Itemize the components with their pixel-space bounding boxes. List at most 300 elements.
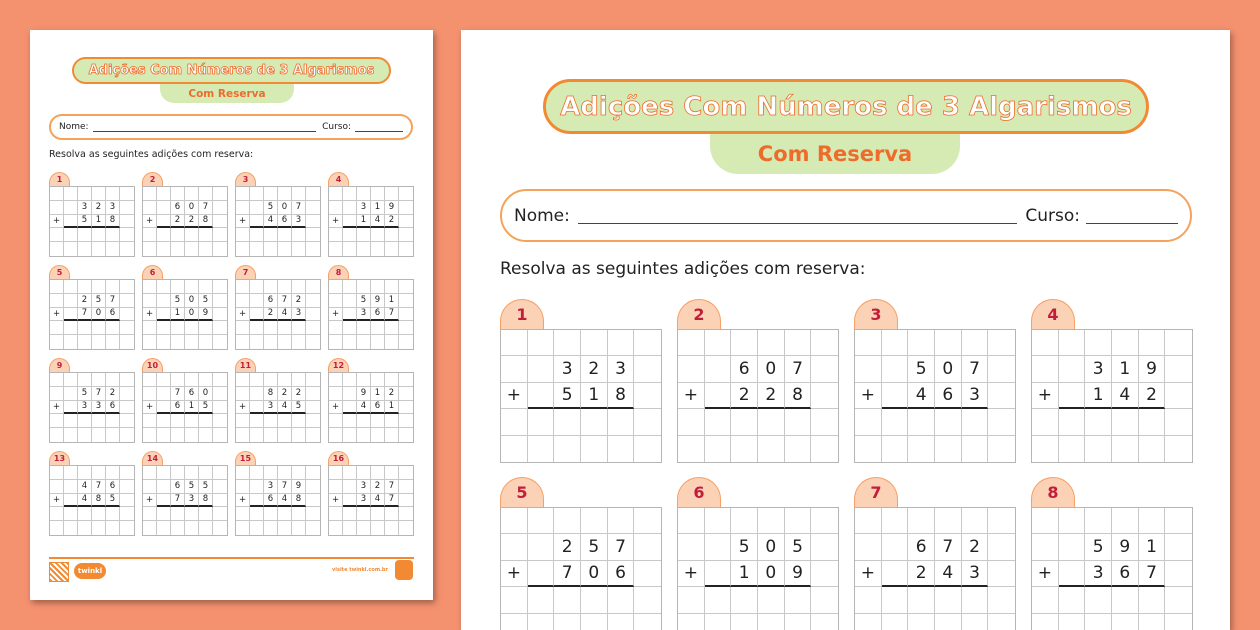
grid-cell[interactable] xyxy=(199,521,213,535)
grid-cell[interactable] xyxy=(908,587,935,613)
grid-cell[interactable] xyxy=(236,280,250,294)
grid-cell[interactable] xyxy=(78,507,92,521)
grid-cell[interactable] xyxy=(92,228,106,242)
grid-cell[interactable] xyxy=(64,466,78,480)
grid-cell[interactable] xyxy=(143,335,157,349)
grid-cell[interactable] xyxy=(962,409,989,435)
grid-cell[interactable] xyxy=(143,201,157,215)
grid-cell[interactable] xyxy=(1112,508,1139,534)
grid-cell[interactable] xyxy=(278,414,292,428)
grid-cell[interactable] xyxy=(120,321,134,335)
grid-cell[interactable] xyxy=(371,242,385,256)
grid-cell[interactable] xyxy=(1032,436,1059,462)
grid-cell[interactable] xyxy=(399,308,413,322)
grid-cell[interactable] xyxy=(329,242,343,256)
grid-cell[interactable] xyxy=(106,242,120,256)
grid-cell[interactable] xyxy=(292,373,306,387)
grid-cell[interactable] xyxy=(292,428,306,442)
grid-cell[interactable] xyxy=(236,201,250,215)
grid-cell[interactable] xyxy=(64,494,78,508)
grid-cell[interactable] xyxy=(329,428,343,442)
grid-cell[interactable] xyxy=(1085,587,1112,613)
grid-cell[interactable] xyxy=(399,428,413,442)
grid-cell[interactable] xyxy=(264,466,278,480)
grid-cell[interactable] xyxy=(250,401,264,415)
grid-cell[interactable] xyxy=(758,614,785,630)
grid-cell[interactable] xyxy=(306,308,320,322)
grid-cell[interactable] xyxy=(811,436,838,462)
grid-cell[interactable] xyxy=(882,534,909,560)
grid-cell[interactable] xyxy=(357,428,371,442)
grid-cell[interactable] xyxy=(371,521,385,535)
grid-cell[interactable] xyxy=(357,373,371,387)
grid-cell[interactable] xyxy=(236,321,250,335)
grid-cell[interactable] xyxy=(528,534,555,560)
grid-cell[interactable] xyxy=(50,521,64,535)
grid-cell[interactable] xyxy=(64,215,78,229)
grid-cell[interactable] xyxy=(264,242,278,256)
grid-cell[interactable] xyxy=(705,534,732,560)
grid-cell[interactable] xyxy=(329,187,343,201)
grid-cell[interactable] xyxy=(634,587,661,613)
grid-cell[interactable] xyxy=(250,280,264,294)
grid-cell[interactable] xyxy=(385,414,399,428)
grid-cell[interactable] xyxy=(1085,330,1112,356)
grid-cell[interactable] xyxy=(608,436,635,462)
grid-cell[interactable] xyxy=(143,507,157,521)
grid-cell[interactable] xyxy=(811,356,838,382)
grid-cell[interactable] xyxy=(250,321,264,335)
grid-cell[interactable] xyxy=(399,335,413,349)
grid-cell[interactable] xyxy=(371,321,385,335)
grid-cell[interactable] xyxy=(264,335,278,349)
grid-cell[interactable] xyxy=(92,521,106,535)
grid-cell[interactable] xyxy=(329,335,343,349)
grid-cell[interactable] xyxy=(935,508,962,534)
grid-cell[interactable] xyxy=(157,201,171,215)
grid-cell[interactable] xyxy=(171,428,185,442)
grid-cell[interactable] xyxy=(306,401,320,415)
grid-cell[interactable] xyxy=(250,387,264,401)
grid-cell[interactable] xyxy=(250,494,264,508)
name-line[interactable] xyxy=(93,131,317,132)
grid-cell[interactable] xyxy=(1165,383,1192,409)
grid-cell[interactable] xyxy=(371,466,385,480)
grid-cell[interactable] xyxy=(385,280,399,294)
grid-cell[interactable] xyxy=(758,436,785,462)
grid-cell[interactable] xyxy=(157,521,171,535)
grid-cell[interactable] xyxy=(1032,409,1059,435)
grid-cell[interactable] xyxy=(64,321,78,335)
grid-cell[interactable] xyxy=(385,507,399,521)
grid-cell[interactable] xyxy=(329,480,343,494)
grid-cell[interactable] xyxy=(171,228,185,242)
grid-cell[interactable] xyxy=(306,242,320,256)
grid-cell[interactable] xyxy=(882,330,909,356)
grid-cell[interactable] xyxy=(78,373,92,387)
grid-cell[interactable] xyxy=(264,414,278,428)
grid-cell[interactable] xyxy=(731,330,758,356)
grid-cell[interactable] xyxy=(236,466,250,480)
grid-cell[interactable] xyxy=(634,534,661,560)
grid-cell[interactable] xyxy=(213,521,227,535)
grid-cell[interactable] xyxy=(199,242,213,256)
grid-cell[interactable] xyxy=(705,356,732,382)
grid-cell[interactable] xyxy=(171,414,185,428)
grid-cell[interactable] xyxy=(64,335,78,349)
grid-cell[interactable] xyxy=(371,428,385,442)
grid-cell[interactable] xyxy=(50,187,64,201)
grid-cell[interactable] xyxy=(157,494,171,508)
grid-cell[interactable] xyxy=(343,308,357,322)
grid-cell[interactable] xyxy=(50,335,64,349)
grid-cell[interactable] xyxy=(120,480,134,494)
grid-cell[interactable] xyxy=(399,521,413,535)
grid-cell[interactable] xyxy=(329,387,343,401)
grid-cell[interactable] xyxy=(329,521,343,535)
grid-cell[interactable] xyxy=(343,507,357,521)
grid-cell[interactable] xyxy=(306,335,320,349)
grid-cell[interactable] xyxy=(213,401,227,415)
grid-cell[interactable] xyxy=(64,187,78,201)
grid-cell[interactable] xyxy=(882,561,909,587)
grid-cell[interactable] xyxy=(935,409,962,435)
grid-cell[interactable] xyxy=(213,201,227,215)
grid-cell[interactable] xyxy=(731,587,758,613)
grid-cell[interactable] xyxy=(106,507,120,521)
grid-cell[interactable] xyxy=(106,187,120,201)
grid-cell[interactable] xyxy=(371,414,385,428)
grid-cell[interactable] xyxy=(1139,330,1166,356)
grid-cell[interactable] xyxy=(1059,587,1086,613)
grid-cell[interactable] xyxy=(171,335,185,349)
grid-cell[interactable] xyxy=(157,480,171,494)
grid-cell[interactable] xyxy=(64,480,78,494)
grid-cell[interactable] xyxy=(306,480,320,494)
grid-cell[interactable] xyxy=(157,308,171,322)
grid-cell[interactable] xyxy=(785,614,812,630)
grid-cell[interactable] xyxy=(581,409,608,435)
grid-cell[interactable] xyxy=(357,280,371,294)
grid-cell[interactable] xyxy=(634,409,661,435)
grid-cell[interactable] xyxy=(608,508,635,534)
grid-cell[interactable] xyxy=(157,401,171,415)
grid-cell[interactable] xyxy=(1139,436,1166,462)
grid-cell[interactable] xyxy=(343,187,357,201)
grid-cell[interactable] xyxy=(785,330,812,356)
grid-cell[interactable] xyxy=(278,521,292,535)
grid-cell[interactable] xyxy=(306,428,320,442)
grid-cell[interactable] xyxy=(988,330,1015,356)
grid-cell[interactable] xyxy=(143,387,157,401)
grid-cell[interactable] xyxy=(213,335,227,349)
grid-cell[interactable] xyxy=(250,294,264,308)
grid-cell[interactable] xyxy=(988,614,1015,630)
course-line[interactable] xyxy=(355,131,403,132)
grid-cell[interactable] xyxy=(385,466,399,480)
grid-cell[interactable] xyxy=(1059,409,1086,435)
course-line[interactable] xyxy=(1086,223,1178,224)
grid-cell[interactable] xyxy=(329,201,343,215)
grid-cell[interactable] xyxy=(608,409,635,435)
grid-cell[interactable] xyxy=(399,401,413,415)
grid-cell[interactable] xyxy=(157,466,171,480)
grid-cell[interactable] xyxy=(92,321,106,335)
grid-cell[interactable] xyxy=(554,409,581,435)
grid-cell[interactable] xyxy=(705,436,732,462)
grid-cell[interactable] xyxy=(292,414,306,428)
grid-cell[interactable] xyxy=(78,321,92,335)
grid-cell[interactable] xyxy=(501,436,528,462)
grid-cell[interactable] xyxy=(50,414,64,428)
grid-cell[interactable] xyxy=(343,294,357,308)
grid-cell[interactable] xyxy=(501,534,528,560)
grid-cell[interactable] xyxy=(143,321,157,335)
grid-cell[interactable] xyxy=(213,215,227,229)
grid-cell[interactable] xyxy=(50,466,64,480)
grid-cell[interactable] xyxy=(50,428,64,442)
grid-cell[interactable] xyxy=(185,228,199,242)
grid-cell[interactable] xyxy=(399,387,413,401)
grid-cell[interactable] xyxy=(278,507,292,521)
grid-cell[interactable] xyxy=(278,466,292,480)
grid-cell[interactable] xyxy=(278,280,292,294)
grid-cell[interactable] xyxy=(120,401,134,415)
grid-cell[interactable] xyxy=(264,428,278,442)
grid-cell[interactable] xyxy=(306,294,320,308)
grid-cell[interactable] xyxy=(329,414,343,428)
grid-cell[interactable] xyxy=(157,373,171,387)
grid-cell[interactable] xyxy=(678,356,705,382)
grid-cell[interactable] xyxy=(250,308,264,322)
grid-cell[interactable] xyxy=(1032,330,1059,356)
grid-cell[interactable] xyxy=(120,335,134,349)
grid-cell[interactable] xyxy=(143,521,157,535)
grid-cell[interactable] xyxy=(292,187,306,201)
grid-cell[interactable] xyxy=(399,373,413,387)
grid-cell[interactable] xyxy=(343,466,357,480)
grid-cell[interactable] xyxy=(213,466,227,480)
grid-cell[interactable] xyxy=(1059,356,1086,382)
grid-cell[interactable] xyxy=(855,330,882,356)
grid-cell[interactable] xyxy=(171,373,185,387)
grid-cell[interactable] xyxy=(120,521,134,535)
grid-cell[interactable] xyxy=(554,614,581,630)
grid-cell[interactable] xyxy=(329,280,343,294)
grid-cell[interactable] xyxy=(811,508,838,534)
grid-cell[interactable] xyxy=(64,521,78,535)
grid-cell[interactable] xyxy=(357,507,371,521)
grid-cell[interactable] xyxy=(120,428,134,442)
grid-cell[interactable] xyxy=(185,466,199,480)
grid-cell[interactable] xyxy=(882,383,909,409)
grid-cell[interactable] xyxy=(106,428,120,442)
grid-cell[interactable] xyxy=(962,508,989,534)
grid-cell[interactable] xyxy=(143,242,157,256)
grid-cell[interactable] xyxy=(1059,561,1086,587)
grid-cell[interactable] xyxy=(855,614,882,630)
grid-cell[interactable] xyxy=(678,409,705,435)
grid-cell[interactable] xyxy=(171,521,185,535)
grid-cell[interactable] xyxy=(1139,409,1166,435)
grid-cell[interactable] xyxy=(1059,508,1086,534)
grid-cell[interactable] xyxy=(855,534,882,560)
grid-cell[interactable] xyxy=(292,466,306,480)
grid-cell[interactable] xyxy=(528,330,555,356)
grid-cell[interactable] xyxy=(1139,587,1166,613)
grid-cell[interactable] xyxy=(581,436,608,462)
grid-cell[interactable] xyxy=(731,409,758,435)
grid-cell[interactable] xyxy=(120,387,134,401)
grid-cell[interactable] xyxy=(343,242,357,256)
grid-cell[interactable] xyxy=(92,428,106,442)
grid-cell[interactable] xyxy=(50,373,64,387)
grid-cell[interactable] xyxy=(329,373,343,387)
grid-cell[interactable] xyxy=(554,436,581,462)
grid-cell[interactable] xyxy=(988,508,1015,534)
grid-cell[interactable] xyxy=(343,201,357,215)
grid-cell[interactable] xyxy=(962,330,989,356)
grid-cell[interactable] xyxy=(343,335,357,349)
grid-cell[interactable] xyxy=(385,228,399,242)
grid-cell[interactable] xyxy=(236,242,250,256)
grid-cell[interactable] xyxy=(399,280,413,294)
grid-cell[interactable] xyxy=(501,330,528,356)
grid-cell[interactable] xyxy=(120,494,134,508)
grid-cell[interactable] xyxy=(278,187,292,201)
grid-cell[interactable] xyxy=(399,321,413,335)
grid-cell[interactable] xyxy=(306,215,320,229)
grid-cell[interactable] xyxy=(185,414,199,428)
grid-cell[interactable] xyxy=(278,321,292,335)
grid-cell[interactable] xyxy=(264,521,278,535)
grid-cell[interactable] xyxy=(988,587,1015,613)
grid-cell[interactable] xyxy=(908,508,935,534)
grid-cell[interactable] xyxy=(92,335,106,349)
grid-cell[interactable] xyxy=(678,587,705,613)
grid-cell[interactable] xyxy=(50,294,64,308)
grid-cell[interactable] xyxy=(92,466,106,480)
grid-cell[interactable] xyxy=(278,373,292,387)
grid-cell[interactable] xyxy=(292,228,306,242)
grid-cell[interactable] xyxy=(758,508,785,534)
grid-cell[interactable] xyxy=(357,466,371,480)
grid-cell[interactable] xyxy=(1059,614,1086,630)
grid-cell[interactable] xyxy=(157,187,171,201)
grid-cell[interactable] xyxy=(882,587,909,613)
grid-cell[interactable] xyxy=(528,383,555,409)
grid-cell[interactable] xyxy=(357,242,371,256)
grid-cell[interactable] xyxy=(236,414,250,428)
grid-cell[interactable] xyxy=(528,587,555,613)
name-line[interactable] xyxy=(578,223,1018,224)
grid-cell[interactable] xyxy=(50,321,64,335)
grid-cell[interactable] xyxy=(157,215,171,229)
grid-cell[interactable] xyxy=(120,280,134,294)
grid-cell[interactable] xyxy=(143,466,157,480)
grid-cell[interactable] xyxy=(292,280,306,294)
grid-cell[interactable] xyxy=(908,330,935,356)
grid-cell[interactable] xyxy=(264,373,278,387)
grid-cell[interactable] xyxy=(106,335,120,349)
grid-cell[interactable] xyxy=(357,335,371,349)
grid-cell[interactable] xyxy=(185,373,199,387)
grid-cell[interactable] xyxy=(292,321,306,335)
grid-cell[interactable] xyxy=(120,242,134,256)
grid-cell[interactable] xyxy=(1112,409,1139,435)
grid-cell[interactable] xyxy=(1032,614,1059,630)
grid-cell[interactable] xyxy=(199,280,213,294)
grid-cell[interactable] xyxy=(120,294,134,308)
grid-cell[interactable] xyxy=(988,436,1015,462)
grid-cell[interactable] xyxy=(385,242,399,256)
grid-cell[interactable] xyxy=(811,534,838,560)
grid-cell[interactable] xyxy=(185,335,199,349)
grid-cell[interactable] xyxy=(399,242,413,256)
grid-cell[interactable] xyxy=(106,373,120,387)
grid-cell[interactable] xyxy=(92,507,106,521)
grid-cell[interactable] xyxy=(371,187,385,201)
grid-cell[interactable] xyxy=(962,614,989,630)
grid-cell[interactable] xyxy=(106,466,120,480)
grid-cell[interactable] xyxy=(157,335,171,349)
grid-cell[interactable] xyxy=(855,409,882,435)
grid-cell[interactable] xyxy=(213,507,227,521)
grid-cell[interactable] xyxy=(157,507,171,521)
grid-cell[interactable] xyxy=(399,294,413,308)
grid-cell[interactable] xyxy=(329,294,343,308)
grid-cell[interactable] xyxy=(250,414,264,428)
grid-cell[interactable] xyxy=(329,507,343,521)
grid-cell[interactable] xyxy=(399,201,413,215)
grid-cell[interactable] xyxy=(92,373,106,387)
grid-cell[interactable] xyxy=(306,494,320,508)
grid-cell[interactable] xyxy=(343,215,357,229)
grid-cell[interactable] xyxy=(1112,587,1139,613)
grid-cell[interactable] xyxy=(371,373,385,387)
grid-cell[interactable] xyxy=(120,414,134,428)
grid-cell[interactable] xyxy=(501,508,528,534)
grid-cell[interactable] xyxy=(1032,587,1059,613)
grid-cell[interactable] xyxy=(157,428,171,442)
grid-cell[interactable] xyxy=(199,373,213,387)
grid-cell[interactable] xyxy=(106,321,120,335)
grid-cell[interactable] xyxy=(78,242,92,256)
grid-cell[interactable] xyxy=(213,373,227,387)
grid-cell[interactable] xyxy=(250,335,264,349)
grid-cell[interactable] xyxy=(213,494,227,508)
grid-cell[interactable] xyxy=(678,534,705,560)
grid-cell[interactable] xyxy=(528,561,555,587)
grid-cell[interactable] xyxy=(264,187,278,201)
grid-cell[interactable] xyxy=(157,294,171,308)
grid-cell[interactable] xyxy=(1139,614,1166,630)
grid-cell[interactable] xyxy=(329,228,343,242)
grid-cell[interactable] xyxy=(1032,534,1059,560)
grid-cell[interactable] xyxy=(250,187,264,201)
grid-cell[interactable] xyxy=(213,228,227,242)
grid-cell[interactable] xyxy=(185,507,199,521)
grid-cell[interactable] xyxy=(705,330,732,356)
grid-cell[interactable] xyxy=(278,242,292,256)
grid-cell[interactable] xyxy=(143,187,157,201)
grid-cell[interactable] xyxy=(199,428,213,442)
grid-cell[interactable] xyxy=(785,587,812,613)
grid-cell[interactable] xyxy=(1165,614,1192,630)
grid-cell[interactable] xyxy=(120,373,134,387)
grid-cell[interactable] xyxy=(92,414,106,428)
grid-cell[interactable] xyxy=(106,228,120,242)
